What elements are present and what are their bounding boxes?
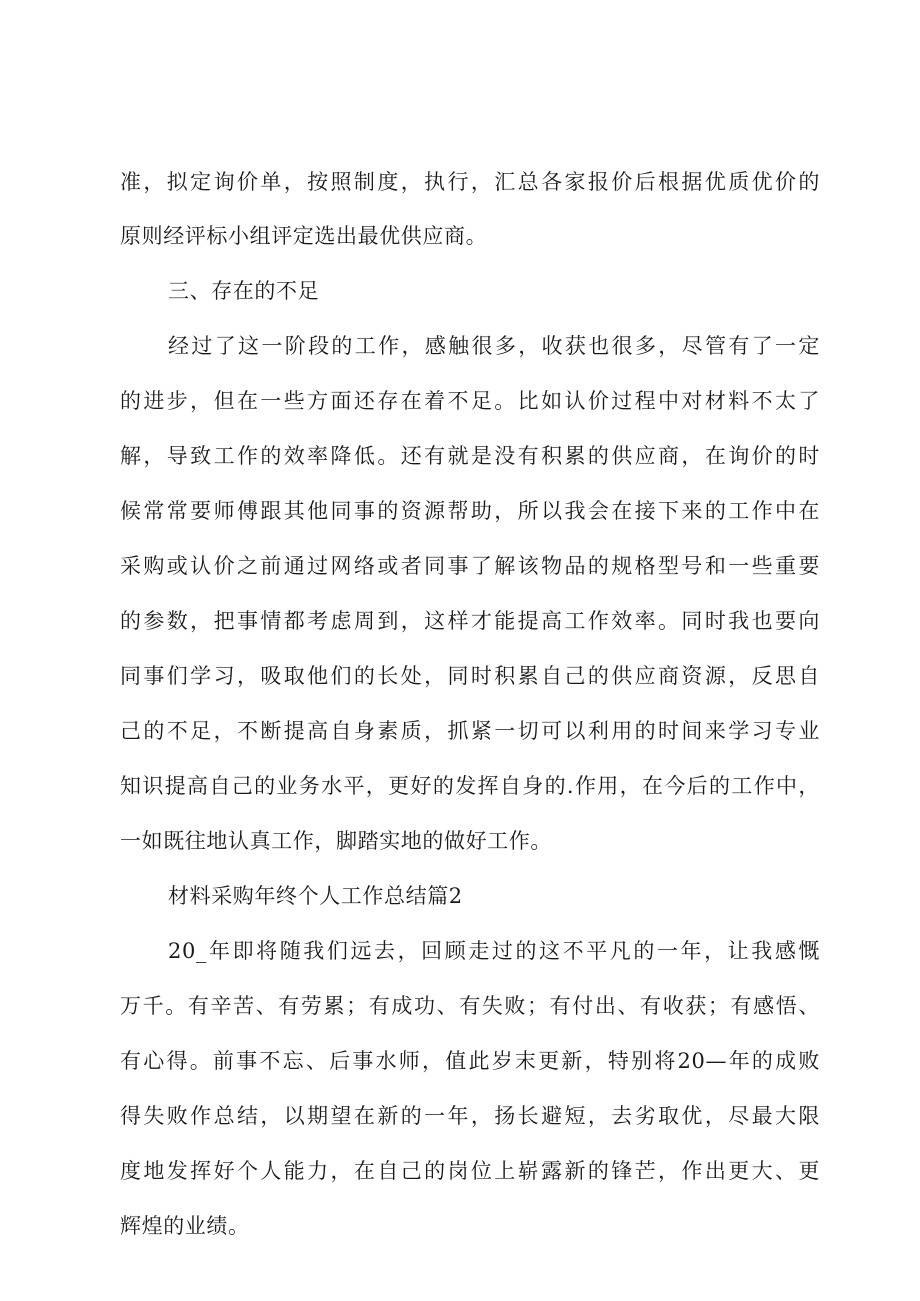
article-title: 材料采购年终个人工作总结篇2	[168, 884, 463, 908]
paragraph-line: 候常常要师傅跟其他同事的资源帮助，所以我会在接下来的工作中在	[120, 499, 820, 523]
paragraph-line: 度地发挥好个人能力，在自己的岗位上崭露新的锋芒，作出更大、更	[120, 1159, 820, 1183]
paragraph-line: 的参数，把事情都考虑周到，这样才能提高工作效率。同时我也要向	[120, 609, 820, 633]
paragraph-line: 采购或认价之前通过网络或者同事了解该物品的规格型号和一些重要	[120, 554, 820, 578]
section-heading: 三、存在的不足	[168, 279, 320, 303]
paragraph-line: 同事们学习，吸取他们的长处，同时积累自己的供应商资源，反思自	[120, 664, 820, 688]
paragraph-line: 得失败作总结，以期望在新的一年，扬长避短，去劣取优，尽最大限	[120, 1104, 820, 1128]
paragraph-line: 知识提高自己的业务水平，更好的发挥自身的.作用，在今后的工作中，	[120, 774, 820, 798]
paragraph-line: 20_年即将随我们远去，回顾走过的这不平凡的一年，让我感慨	[168, 939, 820, 963]
paragraph-line: 一如既往地认真工作，脚踏实地的做好工作。	[120, 829, 552, 853]
paragraph-line: 有心得。前事不忘、后事水师，值此岁末更新，特别将20—年的成败	[120, 1049, 820, 1073]
paragraph-line: 原则经评标小组评定选出最优供应商。	[120, 224, 488, 248]
paragraph-line: 辉煌的业绩。	[120, 1214, 250, 1238]
paragraph-line: 经过了这一阶段的工作，感触很多，收获也很多，尽管有了一定	[168, 334, 820, 358]
paragraph-line: 万千。有辛苦、有劳累；有成功、有失败；有付出、有收获；有感悟、	[120, 994, 820, 1018]
paragraph-line: 准，拟定询价单，按照制度，执行，汇总各家报价后根据优质优价的	[120, 170, 820, 194]
paragraph-line: 的进步，但在一些方面还存在着不足。比如认价过程中对材料不太了	[120, 389, 820, 413]
paragraph-line: 己的不足，不断提高自身素质，抓紧一切可以利用的时间来学习专业	[120, 719, 820, 743]
paragraph-line: 解，导致工作的效率降低。还有就是没有积累的供应商，在询价的时	[120, 444, 820, 468]
